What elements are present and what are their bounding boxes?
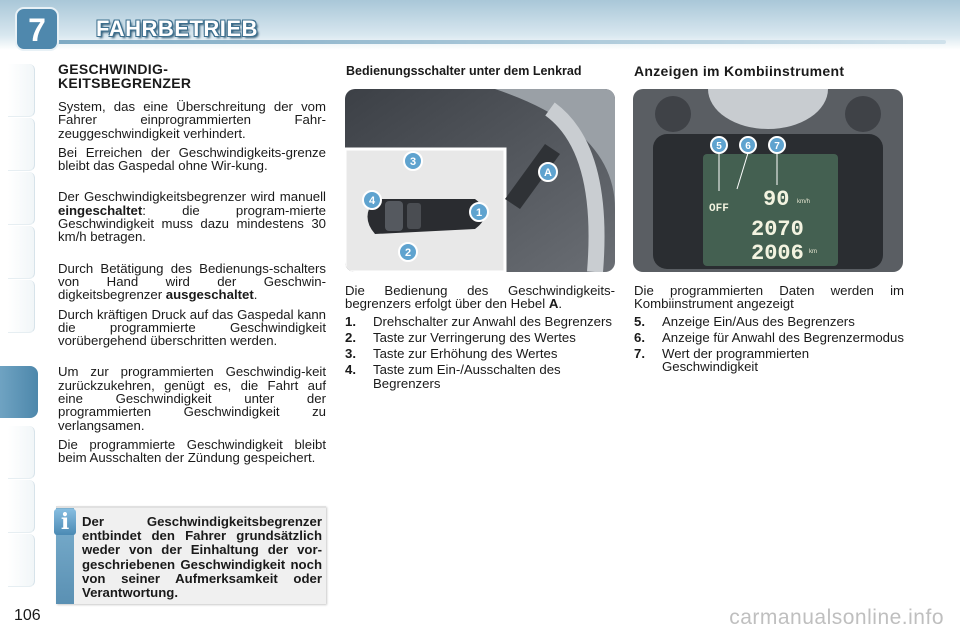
chapter-number-badge (14, 6, 60, 52)
text-run: Durch Betätigung des Bedienungs-schalters von Hand wird der Geschwin-digkeitsbegrenzer (58, 260, 326, 303)
list-item (345, 347, 615, 360)
paragraph: Die programmierte Geschwindigkeit bleibt beim Ausschalten der Zündung gespeichert. (58, 436, 326, 466)
item-number: 1. (345, 313, 356, 329)
side-tab-active[interactable] (0, 366, 38, 418)
instrument-cluster-photo (633, 89, 903, 272)
side-tab[interactable] (8, 480, 35, 533)
item-number: 4. (345, 362, 356, 378)
item-number: 5. (634, 313, 645, 329)
side-tab[interactable] (8, 280, 35, 333)
item-number: 2. (345, 329, 356, 345)
paragraph (345, 284, 615, 311)
page-number: 106 (14, 607, 41, 624)
paragraph: System, das eine Überschreitung der vom Fahrer einprogrammierten Fahr-zeuggeschwindigkeit verhindert. (58, 99, 326, 141)
svg-text:A: A (544, 167, 552, 179)
heading-line: GESCHWINDIG- (58, 61, 169, 77)
middle-column (345, 284, 615, 393)
svg-text:6: 6 (745, 141, 751, 152)
callout-6 (740, 137, 756, 153)
callout-5 (711, 137, 727, 153)
paragraph: Die programmierten Daten werden im Kombiinstrument angezeigt (634, 283, 904, 312)
list-item (634, 315, 904, 328)
control-list (345, 315, 615, 390)
emphasis: ausgeschaltet (165, 287, 254, 303)
item-number: 7. (634, 346, 645, 362)
callout-3 (404, 152, 422, 170)
paragraph: Durch kräftigen Druck auf das Gaspedal kann die programmierte Geschwindigkeit vorübergehend überschritten werden. (58, 306, 326, 349)
list-item (345, 363, 615, 390)
callout-4 (363, 191, 381, 209)
item-text: Wert der programmierten Geschwindigkeit (662, 346, 810, 375)
info-icon: i (54, 509, 76, 535)
side-tab[interactable] (8, 534, 35, 587)
right-column (634, 284, 904, 377)
side-tab[interactable] (8, 226, 35, 279)
text-run: . (558, 296, 563, 312)
side-tab[interactable] (8, 118, 35, 171)
list-item (345, 315, 615, 328)
svg-text:5: 5 (716, 141, 722, 152)
display-unit2: km (809, 249, 817, 255)
display-line2: 2070 (751, 217, 804, 242)
emphasis: eingeschaltet (58, 202, 143, 218)
display-unit: km/h (797, 199, 811, 205)
side-tab[interactable] (8, 426, 35, 479)
list-item (634, 347, 904, 374)
item-text: Anzeige für Anwahl des Begrenzermodus (662, 329, 904, 345)
list-item (345, 331, 615, 344)
svg-text:7: 7 (774, 141, 780, 152)
svg-text:3: 3 (409, 156, 417, 168)
section-heading (58, 62, 326, 90)
text-run: Der Geschwindigkeitsbegrenzer wird manuell (58, 189, 326, 205)
item-text: Taste zur Verringerung des Wertes (373, 329, 576, 345)
watermark: carmanualsonline.info (729, 606, 944, 629)
item-text: Taste zur Erhöhung des Wertes (373, 346, 558, 362)
right-heading: Anzeigen im Kombiinstrument (634, 63, 845, 79)
text-run: . (253, 287, 258, 303)
item-text: Taste zum Ein-/Ausschalten des Begrenzers (373, 362, 561, 391)
paragraph: Um zur programmierten Geschwindig-keit zurückzukehren, genügt es, die Fahrt auf eine Geschwindigkeit unter der programmierten Geschwindigkeit zu verlangsamen. (58, 364, 326, 433)
svg-text:4: 4 (368, 195, 376, 207)
steering-lever-photo (345, 89, 615, 272)
chapter-side-tabs (0, 64, 40, 584)
text-run: : die program-mierte Geschwindigkeit muss dazu mindestens 30 km/h betragen. (58, 202, 326, 245)
emphasis: A (548, 296, 559, 312)
chapter-title: FAHRBETRIEB (96, 16, 258, 41)
info-text: Der Geschwindigkeitsbegrenzer entbindet den Fahrer grundsätzlich weder von der Einhaltung der vor-geschriebenen Geschwindigkeit noch von seiner Aufmerksamkeit oder Verantwortung. (82, 514, 322, 601)
paragraph (58, 262, 326, 302)
svg-text:2: 2 (404, 247, 412, 259)
item-number: 6. (634, 329, 645, 345)
middle-heading: Bedienungsschalter unter dem Lenkrad (346, 64, 582, 78)
item-text: Drehschalter zur Anwahl des Begrenzers (373, 313, 612, 329)
left-column (58, 62, 326, 471)
side-tab[interactable] (8, 172, 35, 225)
callout-A (539, 163, 557, 181)
paragraph: Bei Erreichen der Geschwindigkeits-grenze bleibt das Gaspedal ohne Wir-kung. (58, 144, 326, 174)
heading-line: KEITSBEGRENZER (58, 75, 192, 91)
svg-text:1: 1 (475, 207, 483, 219)
callout-7 (769, 137, 785, 153)
side-tab[interactable] (8, 64, 35, 117)
display-line3: 2006 (751, 241, 804, 266)
display-speed: 90 (763, 187, 790, 212)
chapter-number: 7 (28, 12, 46, 48)
text-run: Die Bedienung des Geschwindigkeits-begrenzers erfolgt über den Hebel (345, 283, 615, 312)
callout-2 (399, 243, 417, 261)
display-status: OFF (709, 203, 729, 215)
item-number: 3. (345, 346, 356, 362)
callout-1 (470, 203, 488, 221)
list-item (634, 331, 904, 344)
item-text: Anzeige Ein/Aus des Begrenzers (662, 313, 855, 329)
display-list (634, 315, 904, 374)
paragraph (58, 190, 326, 243)
